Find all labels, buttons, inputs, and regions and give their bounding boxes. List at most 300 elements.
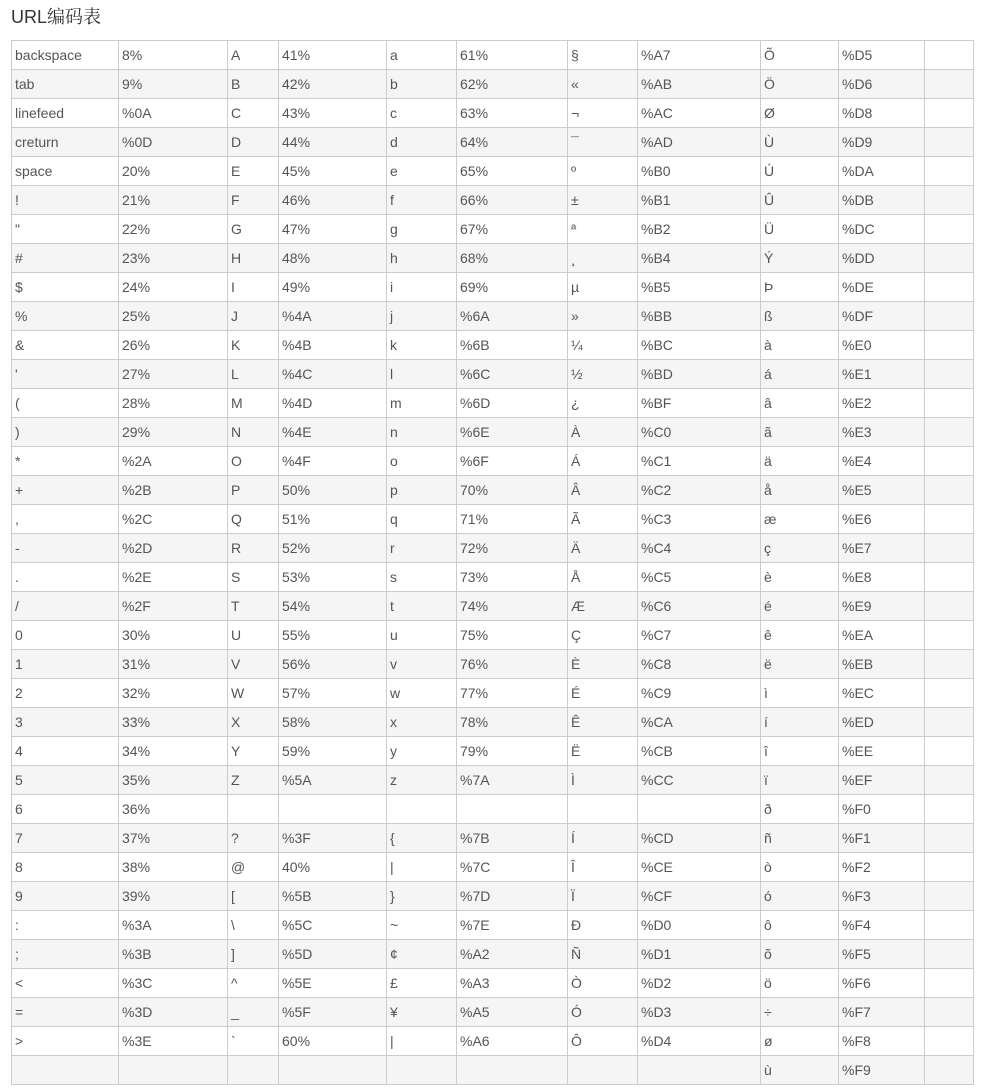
table-row <box>12 998 974 1027</box>
code-cell: 71% <box>457 505 568 534</box>
code-cell: %A7 <box>638 41 761 70</box>
char-cell: # <box>12 244 119 273</box>
char-cell: ( <box>12 389 119 418</box>
code-cell: 60% <box>279 1027 387 1056</box>
empty-cell <box>925 331 974 360</box>
char-cell: a <box>387 41 457 70</box>
code-cell: 77% <box>457 679 568 708</box>
char-cell: , <box>12 505 119 534</box>
empty-cell <box>925 998 974 1027</box>
char-cell: Ö <box>761 70 839 99</box>
char-cell: Ê <box>568 708 638 737</box>
char-cell: 5 <box>12 766 119 795</box>
char-cell: % <box>12 302 119 331</box>
code-cell: %D6 <box>839 70 925 99</box>
char-cell: ± <box>568 186 638 215</box>
char-cell: < <box>12 969 119 998</box>
code-cell: %4E <box>279 418 387 447</box>
char-cell: M <box>228 389 279 418</box>
char-cell: Ú <box>761 157 839 186</box>
char-cell: = <box>12 998 119 1027</box>
code-cell: 30% <box>119 621 228 650</box>
empty-cell <box>925 940 974 969</box>
char-cell: l <box>387 360 457 389</box>
code-cell: %D2 <box>638 969 761 998</box>
code-cell: 64% <box>457 128 568 157</box>
char-cell: q <box>387 505 457 534</box>
char-cell: Ô <box>568 1027 638 1056</box>
table-row <box>12 1056 974 1085</box>
char-cell: ¸ <box>568 244 638 273</box>
code-cell: %3D <box>119 998 228 1027</box>
char-cell: Á <box>568 447 638 476</box>
char-cell: « <box>568 70 638 99</box>
char-cell: Ñ <box>568 940 638 969</box>
code-cell: 9% <box>119 70 228 99</box>
code-cell: 26% <box>119 331 228 360</box>
char-cell: è <box>761 563 839 592</box>
char-cell: õ <box>761 940 839 969</box>
code-cell: %0A <box>119 99 228 128</box>
char-cell: linefeed <box>12 99 119 128</box>
empty-cell <box>925 853 974 882</box>
code-cell: 42% <box>279 70 387 99</box>
table-row <box>12 505 974 534</box>
char-cell: s <box>387 563 457 592</box>
code-cell: %7D <box>457 882 568 911</box>
table-row <box>12 331 974 360</box>
char-cell: º <box>568 157 638 186</box>
code-cell: %5B <box>279 882 387 911</box>
char-cell: ; <box>12 940 119 969</box>
empty-cell <box>925 1056 974 1085</box>
code-cell: %F4 <box>839 911 925 940</box>
char-cell: D <box>228 128 279 157</box>
char-cell: ó <box>761 882 839 911</box>
char-cell: backspace <box>12 41 119 70</box>
char-cell <box>387 1056 457 1085</box>
char-cell: æ <box>761 505 839 534</box>
code-cell: 62% <box>457 70 568 99</box>
char-cell: ¢ <box>387 940 457 969</box>
empty-cell <box>925 99 974 128</box>
code-cell: %5A <box>279 766 387 795</box>
code-cell: %0D <box>119 128 228 157</box>
empty-cell <box>925 708 974 737</box>
char-cell: r <box>387 534 457 563</box>
code-cell: 37% <box>119 824 228 853</box>
char-cell: § <box>568 41 638 70</box>
table-row <box>12 940 974 969</box>
char-cell: v <box>387 650 457 679</box>
char-cell: Ó <box>568 998 638 1027</box>
char-cell: ª <box>568 215 638 244</box>
code-cell: %E0 <box>839 331 925 360</box>
code-cell: %B5 <box>638 273 761 302</box>
code-cell: %AC <box>638 99 761 128</box>
char-cell: c <box>387 99 457 128</box>
char-cell: Ý <box>761 244 839 273</box>
table-row <box>12 911 974 940</box>
code-cell: 78% <box>457 708 568 737</box>
char-cell: » <box>568 302 638 331</box>
code-cell: %6F <box>457 447 568 476</box>
char-cell: creturn <box>12 128 119 157</box>
char-cell: z <box>387 766 457 795</box>
char-cell: J <box>228 302 279 331</box>
table-row <box>12 969 974 998</box>
code-cell: 41% <box>279 41 387 70</box>
code-cell: %2D <box>119 534 228 563</box>
code-cell: 53% <box>279 563 387 592</box>
char-cell: ç <box>761 534 839 563</box>
char-cell: + <box>12 476 119 505</box>
char-cell: ¯ <box>568 128 638 157</box>
char-cell: E <box>228 157 279 186</box>
char-cell: x <box>387 708 457 737</box>
char-cell: Ù <box>761 128 839 157</box>
empty-cell <box>925 302 974 331</box>
char-cell: ø <box>761 1027 839 1056</box>
code-cell: %C5 <box>638 563 761 592</box>
char-cell: í <box>761 708 839 737</box>
empty-cell <box>925 215 974 244</box>
char-cell: 6 <box>12 795 119 824</box>
char-cell: 9 <box>12 882 119 911</box>
char-cell: h <box>387 244 457 273</box>
char-cell: Y <box>228 737 279 766</box>
char-cell: ã <box>761 418 839 447</box>
empty-cell <box>925 563 974 592</box>
code-cell: 39% <box>119 882 228 911</box>
code-cell: %BD <box>638 360 761 389</box>
code-cell: %D0 <box>638 911 761 940</box>
code-cell: %C6 <box>638 592 761 621</box>
char-cell: K <box>228 331 279 360</box>
table-body <box>12 41 974 1085</box>
char-cell: à <box>761 331 839 360</box>
char-cell: 7 <box>12 824 119 853</box>
char-cell: ÷ <box>761 998 839 1027</box>
char-cell: f <box>387 186 457 215</box>
char-cell: ' <box>12 360 119 389</box>
code-cell: 20% <box>119 157 228 186</box>
char-cell: O <box>228 447 279 476</box>
char-cell: & <box>12 331 119 360</box>
code-cell: %B1 <box>638 186 761 215</box>
char-cell: | <box>387 853 457 882</box>
code-cell: %E4 <box>839 447 925 476</box>
char-cell: Þ <box>761 273 839 302</box>
code-cell: %DA <box>839 157 925 186</box>
empty-cell <box>925 389 974 418</box>
code-cell: %B4 <box>638 244 761 273</box>
code-cell: %D3 <box>638 998 761 1027</box>
code-cell: %E5 <box>839 476 925 505</box>
code-cell: 32% <box>119 679 228 708</box>
table-row <box>12 447 974 476</box>
code-cell: %D8 <box>839 99 925 128</box>
char-cell: Æ <box>568 592 638 621</box>
char-cell: F <box>228 186 279 215</box>
code-cell: %D4 <box>638 1027 761 1056</box>
char-cell: : <box>12 911 119 940</box>
char-cell: é <box>761 592 839 621</box>
code-cell: %5E <box>279 969 387 998</box>
char-cell: p <box>387 476 457 505</box>
table-row <box>12 41 974 70</box>
char-cell: µ <box>568 273 638 302</box>
code-cell: 51% <box>279 505 387 534</box>
char-cell: ? <box>228 824 279 853</box>
code-cell: %3B <box>119 940 228 969</box>
code-cell <box>279 1056 387 1085</box>
code-cell: %EF <box>839 766 925 795</box>
char-cell: ö <box>761 969 839 998</box>
char-cell: $ <box>12 273 119 302</box>
code-cell: 22% <box>119 215 228 244</box>
table-row <box>12 244 974 273</box>
char-cell: W <box>228 679 279 708</box>
char-cell: 8 <box>12 853 119 882</box>
char-cell: Ü <box>761 215 839 244</box>
code-cell: %EB <box>839 650 925 679</box>
code-cell: %B2 <box>638 215 761 244</box>
empty-cell <box>925 244 974 273</box>
table-row <box>12 563 974 592</box>
code-cell: %6D <box>457 389 568 418</box>
code-cell: %DD <box>839 244 925 273</box>
char-cell: ê <box>761 621 839 650</box>
table-row <box>12 389 974 418</box>
table-row <box>12 737 974 766</box>
code-cell: %6E <box>457 418 568 447</box>
code-cell: 8% <box>119 41 228 70</box>
code-cell: %4D <box>279 389 387 418</box>
char-cell: H <box>228 244 279 273</box>
table-row <box>12 853 974 882</box>
table-row <box>12 70 974 99</box>
char-cell: " <box>12 215 119 244</box>
char-cell: d <box>387 128 457 157</box>
code-cell: %A5 <box>457 998 568 1027</box>
code-cell: 65% <box>457 157 568 186</box>
table-row <box>12 273 974 302</box>
code-cell: 23% <box>119 244 228 273</box>
code-cell: %E8 <box>839 563 925 592</box>
char-cell: / <box>12 592 119 621</box>
code-cell: %C0 <box>638 418 761 447</box>
char-cell: Z <box>228 766 279 795</box>
char-cell: ) <box>12 418 119 447</box>
code-cell: %3F <box>279 824 387 853</box>
char-cell: ^ <box>228 969 279 998</box>
code-cell: %5F <box>279 998 387 1027</box>
char-cell: Û <box>761 186 839 215</box>
table-row <box>12 476 974 505</box>
empty-cell <box>925 186 974 215</box>
char-cell: U <box>228 621 279 650</box>
code-cell: %2C <box>119 505 228 534</box>
char-cell <box>568 795 638 824</box>
code-cell: %E2 <box>839 389 925 418</box>
code-cell: 74% <box>457 592 568 621</box>
empty-cell <box>925 418 974 447</box>
code-cell: %7A <box>457 766 568 795</box>
code-cell: %4A <box>279 302 387 331</box>
char-cell: t <box>387 592 457 621</box>
empty-cell <box>925 505 974 534</box>
char-cell: ß <box>761 302 839 331</box>
url-encoding-table <box>11 40 974 1085</box>
empty-cell <box>925 70 974 99</box>
code-cell: %C4 <box>638 534 761 563</box>
char-cell: w <box>387 679 457 708</box>
char-cell: L <box>228 360 279 389</box>
code-cell: %EE <box>839 737 925 766</box>
char-cell: B <box>228 70 279 99</box>
char-cell: Ø <box>761 99 839 128</box>
char-cell: ¿ <box>568 389 638 418</box>
char-cell: ì <box>761 679 839 708</box>
char-cell: . <box>12 563 119 592</box>
code-cell: 58% <box>279 708 387 737</box>
code-cell: 34% <box>119 737 228 766</box>
char-cell: { <box>387 824 457 853</box>
code-cell: 29% <box>119 418 228 447</box>
code-cell: %CC <box>638 766 761 795</box>
char-cell: tab <box>12 70 119 99</box>
table-row <box>12 1027 974 1056</box>
char-cell: space <box>12 157 119 186</box>
code-cell: %C7 <box>638 621 761 650</box>
code-cell: %2A <box>119 447 228 476</box>
code-cell: %E7 <box>839 534 925 563</box>
code-cell: %F9 <box>839 1056 925 1085</box>
char-cell: V <box>228 650 279 679</box>
empty-cell <box>925 128 974 157</box>
char-cell <box>12 1056 119 1085</box>
code-cell: %E6 <box>839 505 925 534</box>
code-cell: %F3 <box>839 882 925 911</box>
code-cell: 40% <box>279 853 387 882</box>
table-row <box>12 302 974 331</box>
char-cell: Ì <box>568 766 638 795</box>
code-cell: 70% <box>457 476 568 505</box>
code-cell: %F1 <box>839 824 925 853</box>
char-cell: ! <box>12 186 119 215</box>
char-cell: É <box>568 679 638 708</box>
char-cell: - <box>12 534 119 563</box>
char-cell: > <box>12 1027 119 1056</box>
code-cell: 66% <box>457 186 568 215</box>
code-cell: %5D <box>279 940 387 969</box>
code-cell: %2B <box>119 476 228 505</box>
code-cell: 57% <box>279 679 387 708</box>
code-cell: 63% <box>457 99 568 128</box>
char-cell: @ <box>228 853 279 882</box>
table-row <box>12 679 974 708</box>
char-cell: ô <box>761 911 839 940</box>
code-cell: %3E <box>119 1027 228 1056</box>
table-row <box>12 99 974 128</box>
char-cell <box>228 795 279 824</box>
code-cell: 28% <box>119 389 228 418</box>
code-cell: 72% <box>457 534 568 563</box>
char-cell: ð <box>761 795 839 824</box>
char-cell: R <box>228 534 279 563</box>
char-cell: ] <box>228 940 279 969</box>
char-cell: \ <box>228 911 279 940</box>
char-cell: Å <box>568 563 638 592</box>
code-cell: %E3 <box>839 418 925 447</box>
empty-cell <box>925 882 974 911</box>
table-row <box>12 215 974 244</box>
char-cell: G <box>228 215 279 244</box>
char-cell: Î <box>568 853 638 882</box>
char-cell: Ò <box>568 969 638 998</box>
char-cell: ` <box>228 1027 279 1056</box>
char-cell: å <box>761 476 839 505</box>
table-row <box>12 882 974 911</box>
code-cell: 24% <box>119 273 228 302</box>
char-cell: X <box>228 708 279 737</box>
code-cell: %3A <box>119 911 228 940</box>
char-cell: î <box>761 737 839 766</box>
char-cell: Í <box>568 824 638 853</box>
code-cell: %C2 <box>638 476 761 505</box>
table-row <box>12 824 974 853</box>
code-cell: %AB <box>638 70 761 99</box>
char-cell: È <box>568 650 638 679</box>
code-cell: %7E <box>457 911 568 940</box>
table-row <box>12 128 974 157</box>
code-cell: 76% <box>457 650 568 679</box>
char-cell: ï <box>761 766 839 795</box>
code-cell: %C3 <box>638 505 761 534</box>
code-cell: %F7 <box>839 998 925 1027</box>
char-cell: ~ <box>387 911 457 940</box>
code-cell: %A2 <box>457 940 568 969</box>
char-cell: á <box>761 360 839 389</box>
char-cell: S <box>228 563 279 592</box>
code-cell: 73% <box>457 563 568 592</box>
empty-cell <box>925 911 974 940</box>
table-row <box>12 592 974 621</box>
empty-cell <box>925 534 974 563</box>
code-cell: %DF <box>839 302 925 331</box>
char-cell: b <box>387 70 457 99</box>
char-cell: ë <box>761 650 839 679</box>
code-cell: 75% <box>457 621 568 650</box>
code-cell: 46% <box>279 186 387 215</box>
empty-cell <box>925 360 974 389</box>
code-cell: 52% <box>279 534 387 563</box>
code-cell: %6B <box>457 331 568 360</box>
char-cell: * <box>12 447 119 476</box>
code-cell <box>638 795 761 824</box>
code-cell: 27% <box>119 360 228 389</box>
code-cell: %2E <box>119 563 228 592</box>
code-cell: %E9 <box>839 592 925 621</box>
code-cell <box>457 795 568 824</box>
empty-cell <box>925 157 974 186</box>
empty-cell <box>925 737 974 766</box>
code-cell: %4C <box>279 360 387 389</box>
code-cell: 49% <box>279 273 387 302</box>
code-cell: %F2 <box>839 853 925 882</box>
code-cell: 68% <box>457 244 568 273</box>
